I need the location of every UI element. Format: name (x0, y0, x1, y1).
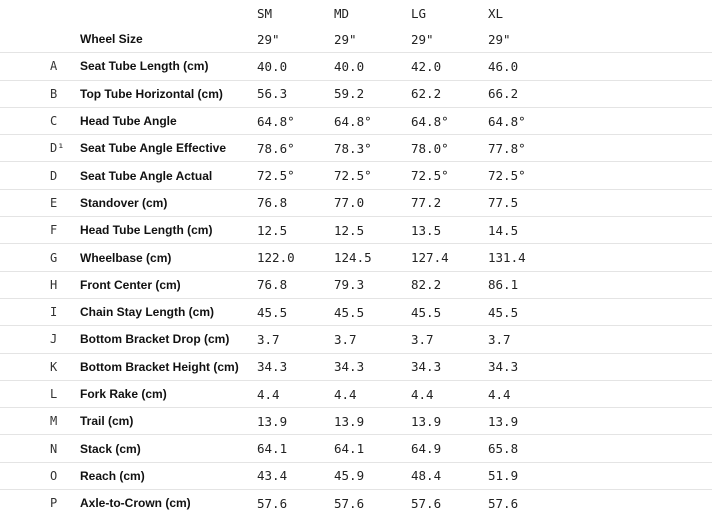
cell-value-md: 72.5° (334, 162, 411, 189)
cell-value-sm: 76.8 (257, 271, 334, 298)
cell-value-xl: 46.0 (488, 53, 712, 80)
cell-value-md: 13.9 (334, 408, 411, 435)
cell-value-lg: 82.2 (411, 271, 488, 298)
cell-value-sm: 4.4 (257, 380, 334, 407)
cell-value-xl: 3.7 (488, 326, 712, 353)
cell-value-md: 34.3 (334, 353, 411, 380)
size-header-row (0, 0, 712, 26)
row-label: Axle-to-Crown (cm) (80, 496, 191, 511)
cell-value-lg: 13.9 (411, 408, 488, 435)
cell-value-lg: 48.4 (411, 462, 488, 489)
cell-value-sm: 64.1 (257, 435, 334, 462)
cell-value-md: 12.5 (334, 217, 411, 244)
cell-value-lg: 4.4 (411, 380, 488, 407)
size-header-md: MD (334, 5, 350, 21)
row-label: Head Tube Length (cm) (80, 217, 257, 244)
cell-value-lg: 64.9 (411, 435, 488, 462)
cell-value-sm: 40.0 (257, 53, 334, 80)
cell-value-sm: 57.6 (257, 495, 288, 511)
cell-value-xl: 57.6 (488, 495, 519, 511)
row-letter: C (0, 107, 80, 134)
cell-value-lg: 62.2 (411, 80, 488, 107)
cell-value-xl: 64.8° (488, 107, 712, 134)
table-row (0, 353, 712, 380)
cell-value-xl: 34.3 (488, 353, 712, 380)
cell-value-md: 78.3° (334, 135, 411, 162)
cell-value-sm: 45.5 (257, 298, 334, 325)
row-letter: G (0, 244, 80, 271)
table-row (0, 162, 712, 189)
cell-value-lg: 78.0° (411, 135, 488, 162)
geometry-table-body (0, 26, 712, 516)
cell-value-md: 79.3 (334, 271, 411, 298)
row-label: Bottom Bracket Height (cm) (80, 353, 257, 380)
cell-value-md: 64.1 (334, 435, 411, 462)
cell-value-xl: 65.8 (488, 435, 712, 462)
cell-value-md: 3.7 (334, 326, 411, 353)
table-row (0, 462, 712, 489)
size-header-sm: SM (257, 5, 273, 21)
table-row (0, 408, 712, 435)
table-row (0, 217, 712, 244)
table-row (0, 435, 712, 462)
cell-value-md: 57.6 (334, 495, 365, 511)
cell-value-lg: 77.2 (411, 189, 488, 216)
row-letter: B (0, 80, 80, 107)
cell-value-md: 124.5 (334, 244, 411, 271)
row-label: Front Center (cm) (80, 271, 257, 298)
cell-value-sm: 64.8° (257, 107, 334, 134)
row-letter: M (0, 408, 80, 435)
table-row (0, 107, 712, 134)
cell-value-sm: 72.5° (257, 162, 334, 189)
header-letter-spacer (0, 0, 80, 26)
cell-value-sm: 43.4 (257, 462, 334, 489)
size-header-xl: XL (488, 5, 504, 21)
cell-value-md: 77.0 (334, 189, 411, 216)
row-letter: I (0, 298, 80, 325)
table-row (0, 135, 712, 162)
cell-value-md: 40.0 (334, 53, 411, 80)
row-letter: D¹ (0, 135, 80, 162)
cell-value-lg: 13.5 (411, 217, 488, 244)
table-row (0, 26, 712, 53)
cell-value-xl: 77.5 (488, 189, 712, 216)
row-label: Standover (cm) (80, 189, 257, 216)
cell-value-md: 4.4 (334, 380, 411, 407)
cell-value-lg: 64.8° (411, 107, 488, 134)
cell-value-sm: 56.3 (257, 80, 334, 107)
row-label: Fork Rake (cm) (80, 380, 257, 407)
row-letter: E (0, 189, 80, 216)
cell-value-sm: 29" (257, 26, 334, 53)
cell-value-lg: 3.7 (411, 326, 488, 353)
cell-value-sm: 12.5 (257, 217, 334, 244)
table-row (0, 53, 712, 80)
row-label: Wheelbase (cm) (80, 244, 257, 271)
row-letter: N (0, 435, 80, 462)
cell-value-lg: 45.5 (411, 298, 488, 325)
row-label: Bottom Bracket Drop (cm) (80, 326, 257, 353)
row-label: Head Tube Angle (80, 107, 257, 134)
row-letter: K (0, 353, 80, 380)
cell-value-xl: 45.5 (488, 298, 712, 325)
table-row (0, 244, 712, 271)
cell-value-xl: 14.5 (488, 217, 712, 244)
cell-value-sm: 76.8 (257, 189, 334, 216)
cell-value-lg: 57.6 (411, 495, 442, 511)
row-label: Seat Tube Angle Actual (80, 162, 257, 189)
cell-value-sm: 78.6° (257, 135, 334, 162)
row-label: Chain Stay Length (cm) (80, 298, 257, 325)
row-label: Wheel Size (80, 26, 257, 53)
row-label: Stack (cm) (80, 435, 257, 462)
cell-value-sm: 122.0 (257, 244, 334, 271)
row-label: Seat Tube Angle Effective (80, 135, 257, 162)
cell-value-md: 29" (334, 26, 411, 53)
cell-value-xl: 51.9 (488, 462, 712, 489)
cell-value-xl: 72.5° (488, 162, 712, 189)
row-letter: J (0, 326, 80, 353)
size-header-lg: LG (411, 5, 427, 21)
table-row (0, 298, 712, 325)
cell-value-lg: 34.3 (411, 353, 488, 380)
header-label-spacer (80, 0, 257, 26)
row-letter: L (0, 380, 80, 407)
cell-value-md: 45.5 (334, 298, 411, 325)
row-letter: O (0, 462, 80, 489)
cell-value-md: 45.9 (334, 462, 411, 489)
table-row (0, 380, 712, 407)
table-row (0, 490, 712, 516)
cell-value-lg: 42.0 (411, 53, 488, 80)
row-letter: F (0, 217, 80, 244)
cell-value-sm: 13.9 (257, 408, 334, 435)
table-row (0, 80, 712, 107)
cell-value-xl: 131.4 (488, 244, 712, 271)
cell-value-xl: 13.9 (488, 408, 712, 435)
row-letter: H (0, 271, 80, 298)
row-letter: D (0, 162, 80, 189)
cell-value-md: 59.2 (334, 80, 411, 107)
table-row (0, 271, 712, 298)
table-row (0, 189, 712, 216)
cell-value-lg: 72.5° (411, 162, 488, 189)
table-row (0, 326, 712, 353)
row-letter: A (0, 53, 80, 80)
cell-value-sm: 34.3 (257, 353, 334, 380)
row-letter (0, 26, 80, 53)
row-label: Trail (cm) (80, 408, 257, 435)
cell-value-xl: 77.8° (488, 135, 712, 162)
cell-value-lg: 29" (411, 26, 488, 53)
row-letter: P (50, 496, 58, 511)
row-label: Top Tube Horizontal (cm) (80, 80, 257, 107)
row-label: Seat Tube Length (cm) (80, 53, 257, 80)
cell-value-xl: 29" (488, 26, 712, 53)
cell-value-xl: 86.1 (488, 271, 712, 298)
cell-value-xl: 4.4 (488, 380, 712, 407)
cell-value-md: 64.8° (334, 107, 411, 134)
cell-value-lg: 127.4 (411, 244, 488, 271)
cell-value-sm: 3.7 (257, 326, 334, 353)
row-label: Reach (cm) (80, 462, 257, 489)
cell-value-xl: 66.2 (488, 80, 712, 107)
